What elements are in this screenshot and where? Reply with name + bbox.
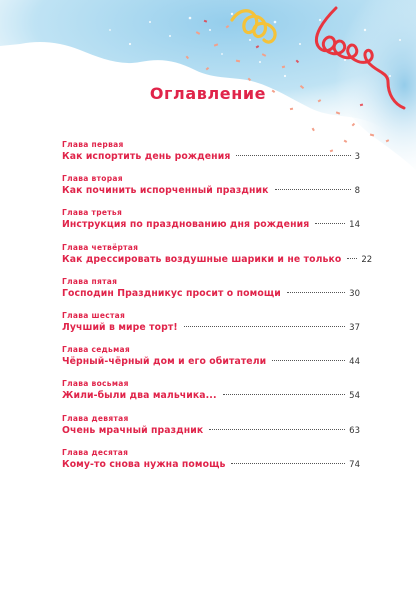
dot-leader: [315, 223, 345, 224]
chapter-label: Глава шестая: [62, 310, 126, 320]
dot-leader: [209, 429, 345, 430]
toc-entry[interactable]: [62, 139, 360, 173]
page-number: 63: [349, 425, 360, 436]
entry-line: [62, 253, 373, 267]
entry-line: [62, 287, 360, 301]
entry-line: [62, 458, 360, 472]
chapter-title[interactable]: Очень мрачный праздник: [62, 424, 204, 436]
dot-leader: [275, 189, 351, 190]
chapter-title[interactable]: Жили-были два мальчика...: [62, 390, 217, 402]
entry-line: [62, 150, 360, 164]
page-number: 3: [354, 152, 360, 162]
entry-line: [62, 355, 360, 369]
page-number: 14: [349, 220, 360, 231]
page-number: 30: [349, 288, 360, 299]
page-number: 44: [349, 357, 360, 368]
entry-line: [62, 184, 360, 198]
toc-entry[interactable]: [62, 207, 360, 241]
chapter-title[interactable]: Как испортить день рождения: [62, 151, 231, 162]
chapter-label: Глава девятая: [62, 413, 129, 423]
table-of-contents: [62, 139, 373, 481]
chapter-title[interactable]: Как дрессировать воздушные шарики и не только: [62, 253, 342, 265]
toc-entry[interactable]: [62, 173, 360, 207]
chapter-title[interactable]: Лучший в мире торт!: [62, 321, 178, 333]
chapter-label: Глава вторая: [62, 174, 123, 184]
dot-leader: [236, 155, 350, 156]
page-number: 54: [349, 391, 360, 402]
chapter-label: Глава пятая: [62, 276, 118, 286]
chapter-title[interactable]: Чёрный-чёрный дом и его обитатели: [62, 356, 267, 368]
chapter-title[interactable]: Господин Праздникус просит о помощи: [62, 287, 281, 299]
dot-leader: [223, 394, 346, 395]
entry-line: [62, 389, 360, 403]
chapter-label: Глава седьмая: [62, 345, 130, 355]
dot-leader: [287, 292, 345, 293]
chapter-title[interactable]: Кому-то снова нужна помощь: [62, 458, 226, 470]
chapter-label: Глава десятая: [62, 447, 129, 457]
chapter-label: Глава третья: [62, 208, 123, 218]
toc-entry[interactable]: [62, 447, 360, 481]
dot-leader: [231, 463, 345, 464]
chapter-title[interactable]: Как починить испорченный праздник: [62, 185, 269, 197]
toc-entry[interactable]: [62, 276, 360, 310]
entry-line: [62, 218, 360, 232]
chapter-label: Глава восьмая: [62, 379, 129, 389]
page-number: 74: [349, 459, 360, 470]
entry-line: [62, 424, 360, 438]
chapter-label: Глава четвёртая: [62, 242, 139, 252]
page-number: 37: [349, 322, 360, 333]
dot-leader: [347, 258, 357, 259]
dot-leader: [184, 326, 345, 327]
toc-entry[interactable]: [62, 413, 360, 447]
chapter-label: Глава первая: [62, 140, 124, 149]
toc-entry[interactable]: [62, 310, 360, 344]
toc-entry[interactable]: [62, 344, 360, 378]
toc-entry[interactable]: [62, 378, 360, 412]
chapter-title[interactable]: Инструкция по празднованию дня рождения: [62, 219, 310, 231]
page-title: Оглавление: [149, 84, 267, 103]
page-number: 22: [361, 254, 373, 265]
toc-entry[interactable]: [62, 242, 373, 276]
entry-line: [62, 321, 360, 335]
page-number: 8: [354, 186, 360, 197]
dot-leader: [272, 360, 345, 361]
